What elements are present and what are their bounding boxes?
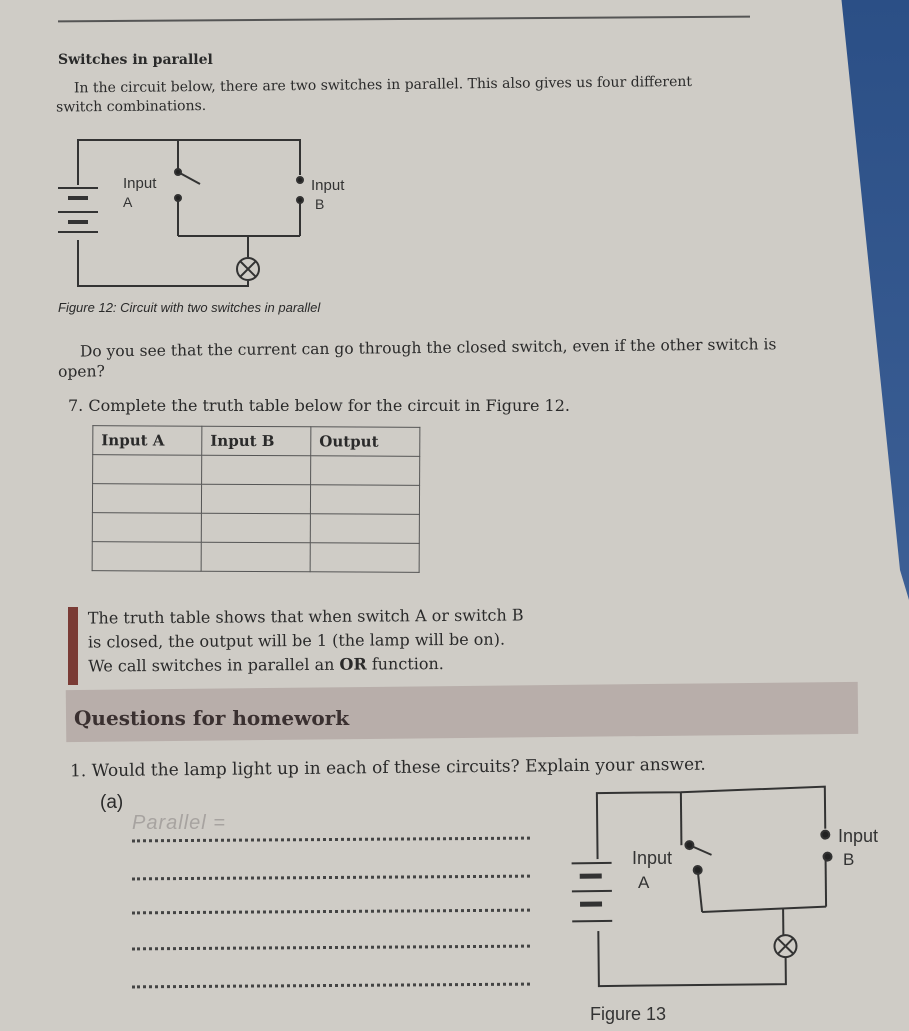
question-paragraph: Do you see that the current can go through the closed switch, even if the other switch is open? xyxy=(58,335,777,381)
table-cell[interactable] xyxy=(311,456,420,486)
question-7: 7. Complete the truth table below for the circuit in Figure 12. xyxy=(68,396,570,415)
table-header-row xyxy=(93,426,420,457)
table-row xyxy=(92,513,419,544)
table-cell[interactable] xyxy=(92,513,201,543)
figure-12-circuit xyxy=(58,140,303,286)
figure-12-caption: Figure 12: Circuit with two switches in parallel xyxy=(58,300,321,315)
section-title: Switches in parallel xyxy=(58,52,213,68)
table-cell[interactable] xyxy=(92,542,201,572)
question-1a-label: (a) xyxy=(100,792,124,813)
question-1: 1. Would the lamp light up in each of these circuits? Explain your answer. xyxy=(69,754,706,782)
header-input-a: Input A xyxy=(93,426,202,456)
table-row xyxy=(93,455,420,486)
table-cell[interactable] xyxy=(202,455,311,485)
table-cell[interactable] xyxy=(201,542,310,572)
table-cell[interactable] xyxy=(92,484,201,514)
table-cell[interactable] xyxy=(310,485,419,515)
homework-title: Questions for homework xyxy=(74,706,350,730)
truth-table xyxy=(92,425,421,573)
table-cell[interactable] xyxy=(201,513,310,543)
callout-bar xyxy=(68,607,78,685)
callout-line: We call switches in parallel an OR function. xyxy=(88,654,444,676)
table-cell[interactable] xyxy=(201,484,310,514)
table-row xyxy=(92,542,419,573)
fig12-input-a-letter: A xyxy=(123,194,133,210)
fig12-input-b-letter: B xyxy=(315,196,325,212)
fig12-input-b-label: Input xyxy=(311,177,345,194)
table-cell[interactable] xyxy=(93,455,202,485)
table-row xyxy=(92,484,419,515)
intro-paragraph: In the circuit below, there are two switches in parallel. This also gives us four different switch combinations. xyxy=(56,73,693,116)
figure-13-circuit xyxy=(571,787,833,987)
callout-line: The truth table shows that when switch A or switch B xyxy=(87,605,524,628)
fig13-input-b-label: Input xyxy=(838,826,879,846)
callout-box xyxy=(88,603,524,678)
callout-line: is closed, the output will be 1 (the lamp will be on). xyxy=(87,629,506,652)
header-input-b: Input B xyxy=(202,426,311,456)
fig13-input-b-letter: B xyxy=(843,850,855,869)
handwritten-answer: Parallel = xyxy=(132,812,226,834)
figure-13-caption: Figure 13 xyxy=(590,1004,667,1024)
fig13-input-a-letter: A xyxy=(638,873,650,892)
header-output: Output xyxy=(311,427,420,457)
fig13-input-a-label: Input xyxy=(632,848,673,868)
table-cell[interactable] xyxy=(310,543,419,573)
table-cell[interactable] xyxy=(310,514,419,544)
fig12-input-a-label: Input xyxy=(123,175,157,192)
